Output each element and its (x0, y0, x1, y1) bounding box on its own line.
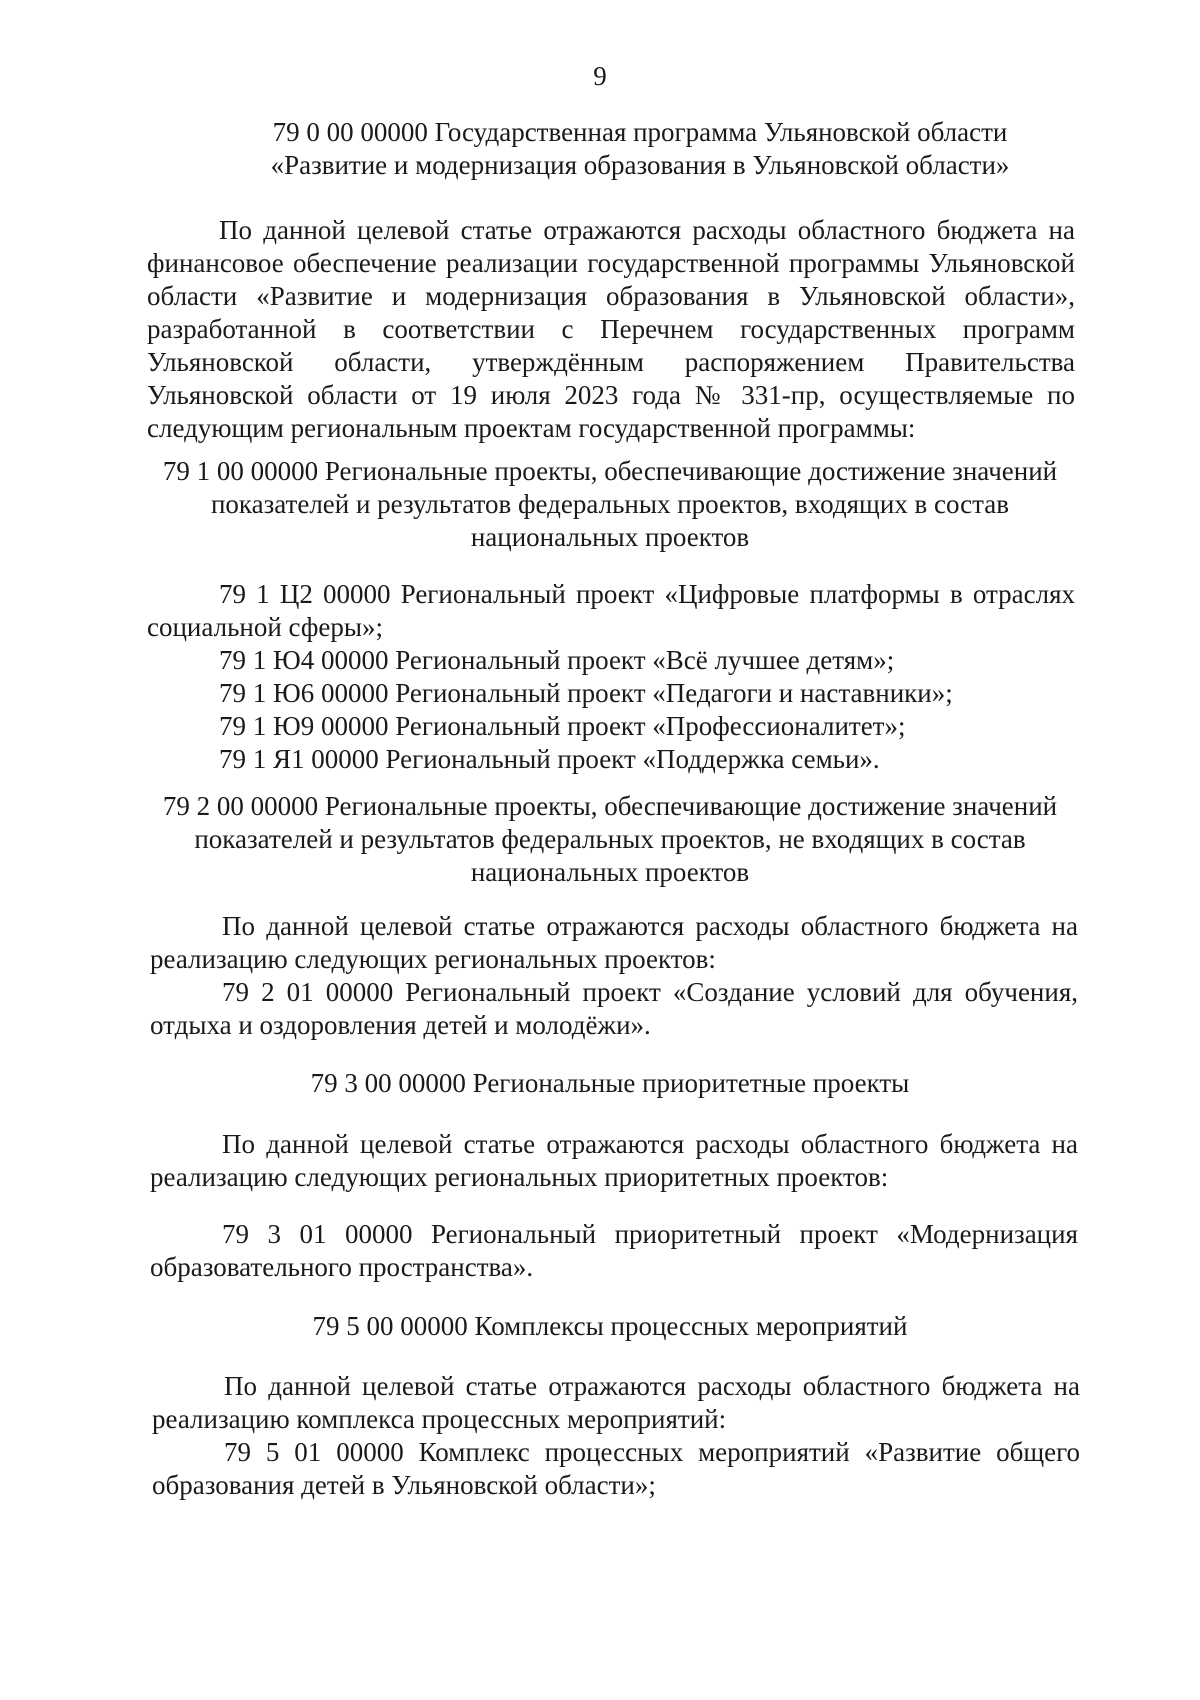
section1-heading-line3: национальных проектов (470, 522, 750, 552)
program-heading-line1: 79 0 00 00000 Государственная программа Ульяновской области (272, 117, 1008, 147)
section2-item: 79 2 01 00000 Региональный проект «Создание условий для обучения, отдыха и оздоровления детей и молодёжи». (150, 977, 1078, 1040)
section3-paragraph: По данной целевой статье отражаются расходы областного бюджета на реализацию следующих региональных приоритетных проектов: (150, 1129, 1078, 1192)
section5-body (152, 1370, 1080, 1502)
section3-item: 79 3 01 00000 Региональный приоритетный проект «Модернизация образовательного пространства». (150, 1219, 1078, 1282)
section1-heading-line2: показателей и результатов федеральных проектов, входящих в состав (210, 489, 1010, 519)
section5-heading: 79 5 00 00000 Комплексы процессных мероприятий (312, 1311, 908, 1341)
section1-heading-line1: 79 1 00 00000 Региональные проекты, обеспечивающие достижение значений (162, 456, 1058, 486)
section2-heading-line2: показателей и результатов федеральных проектов, не входящих в состав (194, 824, 1026, 854)
list-item: 79 1 Ю6 00000 Региональный проект «Педагоги и наставники»; (219, 678, 953, 708)
intro-paragraph: По данной целевой статье отражаются расходы областного бюджета на финансовое обеспечение реализации государственной программы Ульяновской области «Развитие и модернизация образования в Ульяновской области», разработанной в соответствии с Перечнем государственных программ Ульяновской области, утверждённым распоряжением Правительства Ульяновской области от 19 июля 2023 года № 331-пр, осуществляемые по следующим региональным проектам государственной программы: (147, 215, 1075, 443)
program-heading-line2: «Развитие и модернизация образования в Ульяновской области» (270, 150, 1010, 180)
list-item: 79 1 Ю4 00000 Региональный проект «Всё лучшее детям»; (219, 645, 895, 675)
section2-paragraph: По данной целевой статье отражаются расходы областного бюджета на реализацию следующих региональных проектов: (150, 911, 1078, 974)
section3-paragraph-block (150, 1128, 1078, 1194)
section2-heading-line3: национальных проектов (470, 857, 750, 887)
section1-heading (150, 455, 1070, 554)
section5-item: 79 5 01 00000 Комплекс процессных мероприятий «Развитие общего образования детей в Ульяновской области»; (152, 1437, 1080, 1500)
section1-items (147, 578, 1075, 776)
list-item: 79 1 Ц2 00000 Региональный проект «Цифровые платформы в отраслях социальной сферы»; (147, 579, 1075, 642)
section3-heading: 79 3 00 00000 Региональные приоритетные проекты (310, 1068, 910, 1098)
intro-paragraph-block (147, 214, 1075, 445)
list-item: 79 1 Ю9 00000 Региональный проект «Профессионалитет»; (219, 711, 906, 741)
section5-paragraph: По данной целевой статье отражаются расходы областного бюджета на реализацию комплекса процессных мероприятий: (152, 1371, 1080, 1434)
page-number: 9 (593, 61, 607, 91)
section2-heading (150, 790, 1070, 889)
section2-body (150, 910, 1078, 1042)
section3-item-block (150, 1218, 1078, 1284)
list-item: 79 1 Я1 00000 Региональный проект «Поддержка семьи». (219, 744, 880, 774)
program-heading (160, 116, 1120, 182)
section2-heading-line1: 79 2 00 00000 Региональные проекты, обеспечивающие достижение значений (162, 791, 1058, 821)
